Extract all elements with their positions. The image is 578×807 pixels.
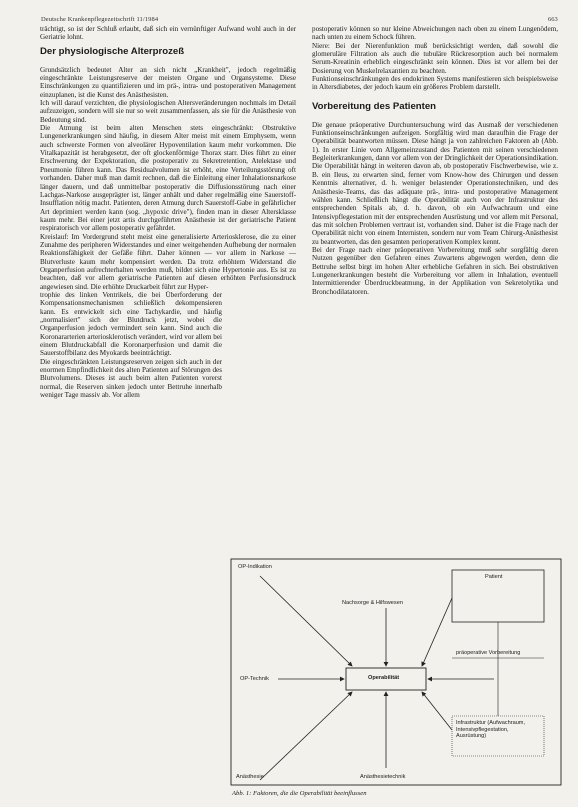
label-infrastructure: Infrastruktur (Aufwachraum, Intensivpflegestation, Ausrüstung)	[456, 720, 526, 739]
label-anesthesia-technique: Anästhesietechnik	[360, 774, 406, 780]
label-op-technique: OP-Technik	[240, 676, 269, 682]
paragraph: Grundsätzlich bedeutet Alter an sich nicht „Krankheit", jedoch regelmäßig eingeschränkte Leistungsreserve der meisten Organe und Organsysteme. Diese Einschränkungen zu quantifizieren und im prä-, intra- und postoperativen Management einzuplanen, ist die Kunst des Anästhesisten.	[40, 65, 296, 99]
page-number: 663	[548, 16, 558, 23]
paragraph: Die Atmung ist beim alten Menschen stets eingeschränkt: Obstruktive Lungenerkrankungen sind häufig, in diesem Alter meist mit einem Emphysem, wenn auch schwerste Formen von alveolärer Hypoventilation kaum mehr vorkommen. Die Vitalkapazität ist herabgesetzt, der oft glockenförmige Thorax starr. Dies führt zu einer Erschwerung der Expektoration, die postoperativ zu Sekretretention, Atelektase und Pneumonie führen kann. Das Residualvolumen ist erhöht, eine Verteilungsstörung oft vorhanden. Daher muß man damit rechnen, daß die Einleitung einer Inhalationsnarkose länger dauern, und daß unmittelbar postoperativ die Diffusionsstörung nach einer Lachgas-Narkose ausgeprägter ist, länger anhält und daher regelmäßig eine Sauerstoff-Insufflation nötig macht. Patienten, deren Atmung durch Sauerstoff-Gabe in gefährlicher Art deprimiert werden kann (sog. „hypoxic drive"), finden man in dieser Altersklasse kaum mehr. Bei einer jetzt artis durchgeführten Anästhesie ist der geriatrische Patient respiratorisch vor allem postoperativ gefährdet.	[40, 124, 296, 233]
diagram-arrows	[230, 558, 562, 788]
label-aftercare: Nachsorge & Hilfswesen	[342, 600, 403, 606]
label-anesthesia: Anästhesie	[236, 774, 264, 780]
paragraph: postoperativ können so nur kleine Abweichungen nach oben zu einem Lungenödem, nach unten zu einem Schock führen.	[312, 25, 558, 42]
right-column	[312, 25, 558, 296]
running-header: Deutsche Krankenpflegezeitschrift 11/1984	[41, 16, 159, 23]
operability-diagram	[230, 558, 562, 788]
paragraph: Ich will darauf verzichten, die physiologischen Altersveränderungen nochmals im Detail aufzuzeigen, sondern will sie nur so weit zusammenfassen, als sie für die Anästhesie von Bedeutung sind.	[40, 99, 296, 124]
paragraph: trächtigt, so ist der Schluß erlaubt, daß sich ein vernünftiger Aufwand wohl auch in der Geriatrie lohnt.	[40, 25, 296, 42]
paragraph: Kreislauf: Im Vordergrund steht meist eine generalisierte Arteriosklerose, die zu einer Zunahme des peripheren Widerstandes und einer weitgehenden Aufhebung der normalen Reaktionsfähigkeit der Gefäße führt. Daher können — vor allem in Narkose — Blutverluste kaum mehr kompensiert werden. Da trotz erhöhtem Widerstand die Organperfusion aufrechterhalten werden muß, bildet sich eine Hypertonie aus. Es ist zu beachten, daß vor allem geriatrische Patienten auf diesen erhöhten Perfusionsdruck angewiesen sind. Die erhöhte Druckarbeit führt zur Hyper-	[40, 232, 296, 291]
paragraph: Funktionseinschränkungen des endokrinen Systems manifestieren sich beispielsweise in Altersdiabetes, der jedoch kaum ein größeres Problem darstellt.	[312, 75, 558, 92]
label-preop-preparation: präoperative Vorbereitung	[456, 650, 521, 656]
label-op-indication: OP-Indikation	[238, 564, 272, 570]
figure-caption: Abb. 1: Faktoren, die die Operabilität beeinflussen	[232, 790, 367, 797]
paragraph: Niere: Bei der Nierenfunktion muß berücksichtigt werden, daß sowohl die glomeruläre Filtration als auch die tubuläre Rückresorption auch bei normalem Serum-Kreatinin erheblich eingeschränkt sein können. Dies ist vor allem bei der Dosierung von Muskelrelaxantien zu beachten.	[312, 41, 558, 75]
paragraph: Die genaue präoperative Durchuntersuchung wird das Ausmaß der verschiedenen Funktionseinschränkungen aufzeigen. Sorgfältig wird man daraufhin die Frage der Operabilität beantworten müssen. Diese hängt ja von zahlreichen Faktoren ab (Abb. 1). In erster Linie vom Allgemeinzustand des Patienten mit seinen verschiedenen Begleiterkrankungen, dann vor allem von der Dringlichkeit der Operationsindikation. Die Operabilität hängt in weiteren davon ab, ob postoperativ Fischwerbewise, wie z. B. ein Ileus, zu erwarten sind, ferner vom Know-how des Chirurgen und dessen Kenntnis alternativer, d. h. weniger belastender Operationstechniken, und des Anästhesie-Teams, das das adäquate prä-, intra- und postoperative Management wählen kann. Schließlich hängt die Operabilität auch von der Infrastruktur des entsprechenden Spitals ab, d. h. davon, ob ein Aufwachraum und eine Intensivpflegestation mit der entsprechenden Ausrüstung und vor allem mit Personal, das mit solchen Problemen vertraut ist, vorhanden sind. Daher ist die Frage nach der Operabilität nicht von einem Internisten, sondern nur vom Team Chirurg-Anästhesist zu beantworten, das den gesamten perioperativen Komplex kennt.	[312, 120, 558, 246]
paragraph: Bei der Frage nach einer präoperativen Vorbereitung muß sehr sorgfältig deren Nutzen gegenüber den Gefahren eines Zuwartens abgewogen werden, denn die Bettruhe selbst birgt im hohen Alter erhebliche Gefahren in sich. Bei obstruktiven Lungenerkrankungen besteht die Vorbereitung vor allem in Inhalation, eventuell Intermittierender Überdruckbeatmung, in der Applikation von Sekretolytika und Bronchodilatatoren.	[312, 245, 558, 296]
section-heading: Vorbereitung des Patienten	[312, 100, 437, 112]
paragraph: Die eingeschränkten Leistungsreserven zeigen sich auch in der enormen Empfindlichkeit des alten Patienten auf Störungen des Blutvolumens. Dieses ist auch beim alten Patienten vorerst normal, die Reserven sinken jedoch unter Bettruhe innerhalb weniger Tage massiv ab. Vor allem	[40, 357, 222, 400]
left-column	[40, 25, 296, 399]
label-operability: Operabilität	[368, 675, 400, 681]
section-heading: Der physiologische Alterprozeß	[40, 45, 185, 57]
label-patient: Patient	[485, 574, 503, 580]
paragraph: trophie des linken Ventrikels, die bei Überforderung der Kompensationsmechanismen schließlich dekompensieren kann. Es entwickelt sich eine Tachykardie, und häufig „normalisiert" sich der Blutdruck jetzt, wobei die Organperfusion jedoch vermindert sein kann. Sind auch die Koronararterien arteriosklerotisch verändert, wird vor allem bei einem Blutdruckabfall die Koronarperfusion und damit die Sauerstoffbilanz des Myokards beeinträchtigt.	[40, 290, 222, 358]
